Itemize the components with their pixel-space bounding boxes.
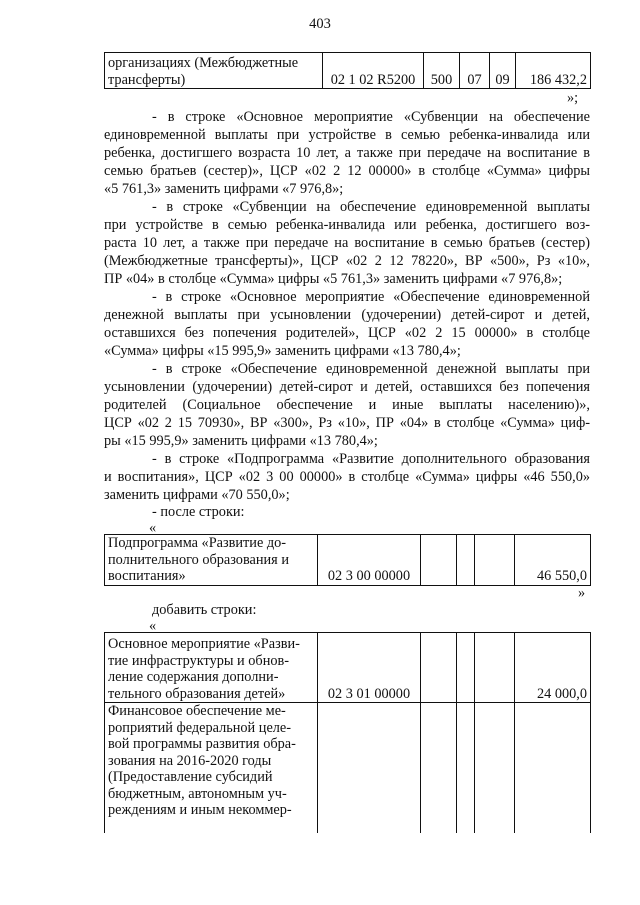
paragraph-line: и воспитания», ЦСР «02 3 00 00000» в столбце «Сумма» цифры «46 550,0» (104, 469, 590, 485)
table-cell-name-line: организациях (Межбюджетные (108, 55, 299, 71)
table-cell-rz (457, 633, 475, 703)
add-rows-label: добавить строки: (152, 602, 257, 618)
table-cell-name-line: тие инфраструктуры и обнов- (108, 652, 290, 669)
table-cell-name-line: (Предоставление субсидий (108, 769, 273, 785)
paragraph-line: заменить цифрами «70 550,0»; (104, 487, 290, 503)
paragraph-line: ПР «04» в столбце «Сумма» цифры «5 761,3» заменить цифрами «7 976,8»; (104, 271, 563, 287)
table-cell-name-line: роприятий федеральной целе- (108, 719, 292, 736)
paragraph-line: семью братьев (сестер)», ЦСР «02 2 12 00000» в столбце «Сумма» цифры (104, 163, 590, 179)
paragraph (104, 450, 590, 504)
paragraph (104, 360, 590, 450)
table-cell-csr: 02 1 02 R5200 (323, 53, 424, 89)
paragraph-line: - в строке «Обеспечение единовременной денежной выплаты при (152, 361, 590, 377)
paragraph (104, 288, 590, 360)
paragraph-line: единовременной выплаты при устройстве в семью ребенка-инвалида или (104, 127, 590, 143)
table-cell-name-line: вой программы развития обра- (108, 736, 296, 752)
page-number: 403 (309, 16, 331, 32)
table-cell-sum: 186 432,2 (516, 53, 591, 89)
paragraph-line: - в строке «Подпрограмма «Развитие дополнительного образования (152, 451, 590, 467)
paragraph-line: при устройстве в семью ребенка-инвалида или ребенка, достигшего воз- (104, 217, 590, 233)
table-cell-name-line: зования на 2016-2020 годы (108, 752, 272, 769)
table-cell-sum (515, 703, 591, 833)
table-cell-name-line: Финансовое обеспечение ме- (108, 703, 286, 719)
open-quote: « (149, 520, 157, 536)
table-cell-pr: 09 (490, 53, 516, 89)
paragraph (104, 108, 590, 198)
table-cell-name-line: бюджетным, автономным уч- (108, 785, 287, 802)
paragraph-line: - в строке «Основное мероприятие «Субвенции на обеспечение (152, 109, 590, 125)
table-cell-vr (421, 703, 457, 833)
table-cell-name (105, 703, 318, 833)
table-cell-rz: 07 (460, 53, 490, 89)
paragraph-line: (Межбюджетные трансферты)», ЦСР «02 2 12 78220», ВР «500», Рз «10», (104, 253, 590, 269)
budget-table-middle (104, 534, 591, 586)
table-cell-vr (421, 535, 457, 586)
table-cell-vr: 500 (424, 53, 460, 89)
table-cell-sum: 46 550,0 (515, 535, 591, 586)
table-cell-name-line: Подпрограмма «Развитие до- (108, 535, 287, 551)
table-cell-name-line: трансферты) (108, 71, 186, 88)
table-cell-sum: 24 000,0 (515, 633, 591, 703)
close-quote: »; (567, 90, 579, 106)
paragraph-line: ры «15 995,9» заменить цифрами «13 780,4»; (104, 433, 378, 449)
table-cell-name (105, 535, 318, 586)
table-cell-pr (475, 535, 515, 586)
paragraph-line: раста 10 лет, а также при передаче на воспитание в семью братьев (сестер) (104, 235, 590, 251)
table-cell-name-line: воспитания» (108, 568, 186, 584)
paragraph-line: «5 761,3» заменить цифрами «7 976,8»; (104, 181, 344, 197)
table-cell-name (105, 53, 323, 89)
close-quote: » (578, 585, 586, 601)
table-cell-csr: 02 3 01 00000 (318, 633, 421, 703)
paragraph-line: усыновлении (удочерении) детей-сирот и детей, оставшихся без попечения (104, 379, 590, 395)
paragraph-line: - в строке «Основное мероприятие «Обеспечение единовременной (152, 289, 590, 305)
table-cell-rz (457, 703, 475, 833)
table-cell-name-line: Основное мероприятие «Разви- (108, 636, 300, 652)
table-cell-csr: 02 3 00 00000 (318, 535, 421, 586)
paragraph-line: - в строке «Субвенции на обеспечение единовременной выплаты (152, 199, 590, 215)
table-cell-vr (421, 633, 457, 703)
table-cell-csr (318, 703, 421, 833)
open-quote: « (149, 618, 157, 634)
table-cell-name-line: полнительного образования и (108, 551, 289, 568)
paragraph (104, 198, 590, 288)
paragraph-line: денежной выплаты при усыновлении (удочерении) детей-сирот и детей, (104, 307, 590, 323)
table-cell-rz (457, 535, 475, 586)
paragraph-line: родителей (Социальное обеспечение и иные выплаты населению)», (104, 397, 590, 413)
table-cell-name-line: тельного образования детей» (108, 685, 286, 702)
table-cell-name-line: реждениям и иным некоммер- (108, 802, 292, 818)
table-cell-pr (475, 703, 515, 833)
paragraph-line: ЦСР «02 2 15 70930», ВР «300», Рз «10», ПР «04» в столбце «Сумма» циф- (104, 415, 590, 431)
table-cell-name (105, 633, 318, 703)
table-cell-pr (475, 633, 515, 703)
paragraph-line: «Сумма» цифры «15 995,9» заменить цифрами «13 780,4»; (104, 343, 461, 359)
after-row-label: - после строки: (152, 504, 245, 520)
paragraph-line: оставшихся без попечения родителей», ЦСР «02 2 15 00000» в столбце (104, 325, 590, 341)
table-cell-name-line: ление содержания дополни- (108, 669, 279, 685)
paragraph-line: ребенка, достигшего возраста 10 лет, а также при передаче на воспитание в (104, 145, 590, 161)
budget-table-top (104, 52, 591, 89)
budget-table-bottom (104, 632, 591, 833)
